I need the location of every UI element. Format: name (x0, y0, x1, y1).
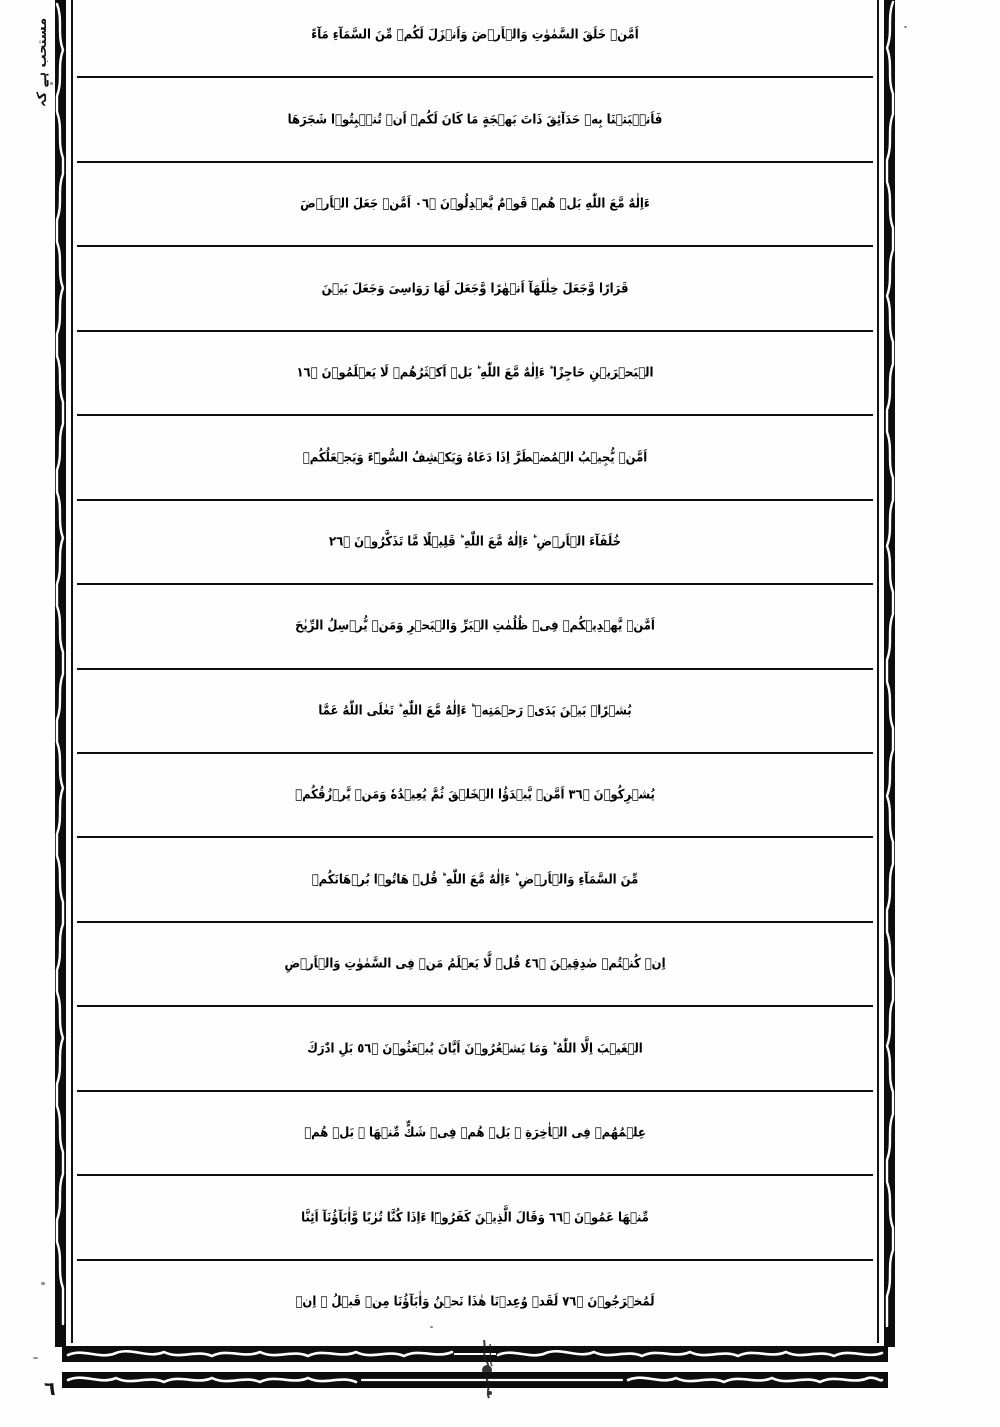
scan-speck (33, 1357, 38, 1359)
ayah-line (77, 163, 873, 247)
ayah-line (77, 416, 873, 500)
ornament-rail-right (884, 0, 895, 1347)
ayah-line (77, 332, 873, 416)
ayah-line-text: يُشۡرِكُوۡنَ ۝٦٣ اَمَّنۡ يَّبۡدَؤُا الۡخَلۡقَ ثُمَّ يُعِيۡدُهٗ وَمَنۡ يَّرۡزُقُكُمۡ (295, 786, 655, 803)
ayah-line-text: الۡبَحۡرَيۡنِ حَاجِزًا ؕ ءَاِلٰهٌ مَّعَ اللّٰهِ ؕ بَلۡ اَكۡثَرُهُمۡ لَا يَعۡلَمُوۡنَ ۝٦١ (296, 364, 654, 380)
ayah-line-text: اَمَّنۡ خَلَقَ السَّمٰوٰتِ وَالۡاَرۡضَ وَاَنۡزَلَ لَكُمۡ مِّنَ السَّمَآءِ مَآءً (311, 26, 639, 43)
page-number: ٦ (44, 1378, 56, 1400)
ayah-line-text: قَرَارًا وَّجَعَلَ خِلٰلَهَآ اَنۡهٰرًا وَّجَعَلَ لَهَا رَوَاسِىَ وَجَعَلَ بَيۡنَ (321, 279, 629, 296)
ayah-line (77, 78, 873, 162)
ayah-line-text: مِّنۡهَا عَمُوۡنَ ۝٦٦ وَقَالَ الَّذِيۡنَ كَفَرُوۡٓا ءَاِذَا كُنَّا تُرٰبًا وَّاٰبَآؤُنَآ اَئِنَّا (301, 1208, 649, 1225)
ayah-line (77, 1261, 873, 1343)
scan-speck (41, 1282, 45, 1285)
ayah-line-text: اِنۡ كُنۡتُمۡ صٰدِقِيۡنَ ۝٦٤ قُلۡ لَّا يَعۡلَمُ مَنۡ فِى السَّمٰوٰتِ وَالۡاَرۡضِ (284, 955, 666, 971)
ornament-rail-left (55, 0, 66, 1347)
ayah-line-list (77, 0, 873, 1343)
ayah-line (77, 247, 873, 331)
ayah-line-text: مِّنَ السَّمَآءِ وَالۡاَرۡضِ ؕ ءَاِلٰهٌ مَّعَ اللّٰهِ ؕ قُلۡ هَاتُوۡا بُرۡهَانَكُمۡ (311, 870, 639, 887)
ayah-line-text: عِلۡمُهُمۡ فِى الۡاٰخِرَةِ ۟ بَلۡ هُمۡ فِىۡ شَكٍّ مِّنۡهَا ۟ بَلۡ هُمۡ (304, 1124, 646, 1140)
ayah-line (77, 1176, 873, 1260)
ayah-line-text: فَاَنۡۢبَتۡنَا بِهٖ حَدَآئِقَ ذَاتَ بَهۡجَةٍ مَا كَانَ لَكُمۡ اَنۡ تُنۡۢبِتُوۡا شَجَرَهَا (287, 110, 663, 127)
ayah-line-text: خُلَفَآءَ الۡاَرۡضِ ؕ ءَاِلٰهٌ مَّعَ اللّٰهِ ؕ قَلِيۡلًا مَّا تَذَكَّرُوۡنَ ۝٦٢ (329, 533, 621, 549)
ayah-line (77, 501, 873, 585)
ayah-line (77, 1092, 873, 1176)
scan-artifact (470, 1340, 504, 1400)
scan-speck (904, 26, 907, 28)
ayah-line (77, 670, 873, 754)
ayah-line (77, 838, 873, 922)
ayah-line-text: بُشۡرًاۢ بَيۡنَ يَدَىۡ رَحۡمَتِهٖ ؕ ءَاِلٰهٌ مَّعَ اللّٰهِ ؕ تَعٰلَى اللّٰهُ عَمَّا (318, 701, 632, 718)
ayah-line-text: الۡغَيۡبَ اِلَّا اللّٰهُ ؕ وَمَا يَشۡعُرُوۡنَ اَيَّانَ يُبۡعَثُوۡنَ ۝٦٥ بَلِ ادّٰرَكَ (307, 1039, 643, 1056)
ayah-line-text: لَمُخۡرَجُوۡنَ ۝٦٧ لَقَدۡ وُعِدۡنَا هٰذَا نَحۡنُ وَاٰبَآؤُنَا مِنۡ قَبۡلُ ۙ اِنۡ (295, 1293, 655, 1309)
ayah-line (77, 585, 873, 669)
ayah-line-text: ءَاِلٰهٌ مَّعَ اللّٰهِ بَلۡ هُمۡ قَوۡمٌ يَّعۡدِلُوۡنَ ۝٦٠ اَمَّنۡ جَعَلَ الۡاَرۡضَ (300, 195, 650, 212)
ayah-line-text: اَمَّنۡ يَّهۡدِيۡكُمۡ فِىۡ ظُلُمٰتِ الۡبَرِّ وَالۡبَحۡرِ وَمَنۡ يُّرۡسِلُ الرِّيٰحَ (295, 617, 655, 634)
margin-note: مستحب ہے کہ (35, 18, 50, 108)
text-frame (62, 0, 888, 1350)
ayah-line (77, 754, 873, 838)
ayah-line (77, 1007, 873, 1091)
ayah-line-text: اَمَّنۡ يُّجِيۡبُ الۡمُضۡطَرَّ اِذَا دَعَاهُ وَيَكۡشِفُ السُّوۡٓءَ وَيَجۡعَلُكُمۡ (302, 448, 648, 465)
ayah-line (77, 0, 873, 78)
ayah-line (77, 923, 873, 1007)
